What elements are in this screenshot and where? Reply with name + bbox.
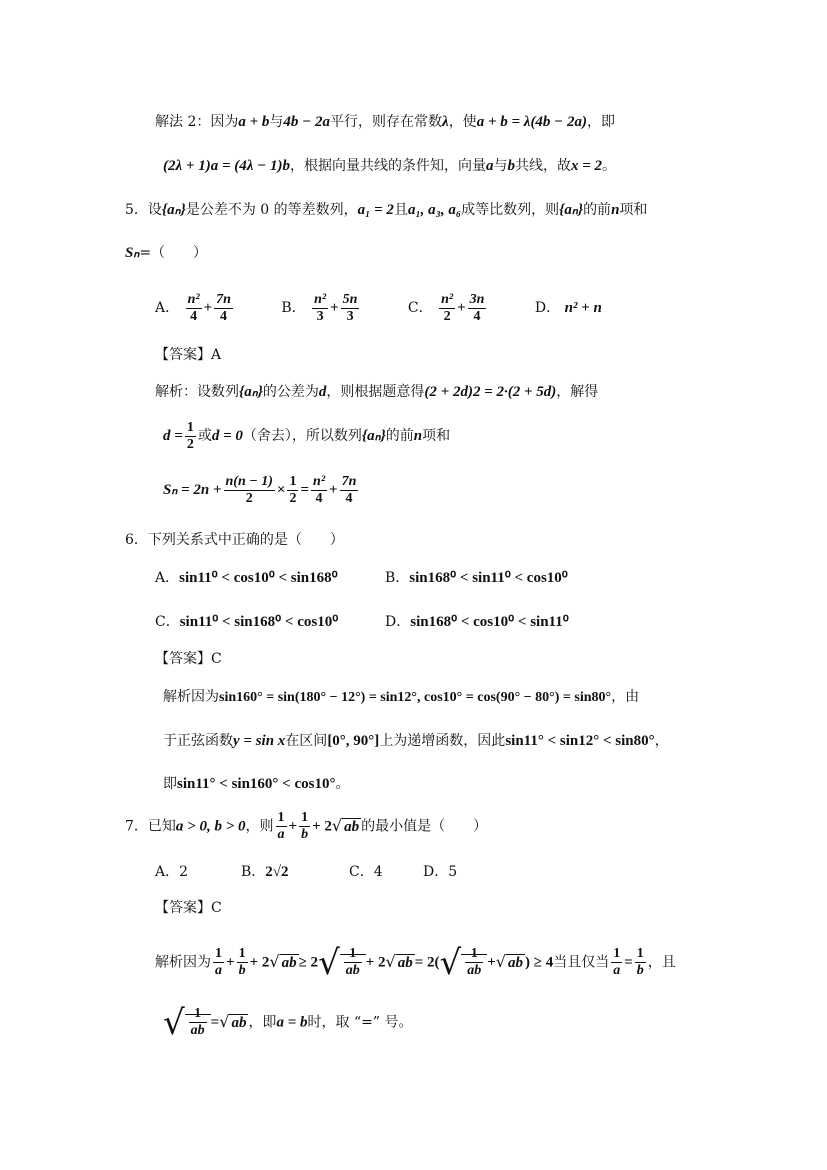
math: + — [487, 954, 496, 971]
question-7-answer — [155, 898, 222, 918]
numerator: 5n — [342, 291, 358, 307]
math: n — [413, 428, 423, 444]
numerator: n(n − 1) — [225, 473, 273, 489]
option-label: C． — [155, 614, 180, 630]
option-label: B． — [385, 570, 410, 586]
option-label: D． — [385, 614, 411, 630]
option-label: A． — [155, 300, 180, 316]
radicand: ab — [344, 819, 360, 835]
square-root: √ $\frac{1}{ab}$ — [318, 941, 366, 985]
math: + 2 — [365, 954, 386, 971]
fraction — [189, 1006, 207, 1039]
math: sin11° < sin160° < cos10° — [177, 776, 336, 792]
denominator: a — [613, 963, 621, 978]
math: 4b − 2a — [283, 114, 331, 130]
option-d — [535, 290, 602, 326]
option-c: C．4 — [349, 864, 383, 880]
numerator: n² — [313, 473, 326, 489]
question-5-answer — [155, 345, 221, 365]
math: ≥ 2 — [298, 954, 319, 971]
text: 。 — [335, 776, 350, 792]
option-a — [155, 568, 385, 588]
math: (2λ + 1)a = (4λ − 1)b — [163, 158, 290, 174]
question-6-options-row2 — [155, 612, 569, 632]
math: = 2( — [414, 954, 440, 971]
denominator: b — [301, 827, 309, 842]
math: a₁ = 2 — [357, 202, 394, 218]
text: ，则 — [245, 818, 274, 835]
fraction — [237, 946, 248, 979]
question-5-options — [155, 290, 602, 326]
option-b — [385, 568, 568, 588]
question-6-stem — [125, 530, 344, 550]
denominator: 3 — [341, 308, 360, 325]
math: + — [288, 818, 298, 835]
denominator: 2 — [289, 490, 297, 506]
fraction — [287, 474, 298, 507]
radicand: ab — [397, 955, 413, 971]
numerator: 1 — [470, 946, 478, 961]
option-label: B． — [281, 300, 306, 316]
text: ，则根据题意得 — [326, 384, 425, 400]
math: d = — [163, 428, 183, 444]
fraction — [312, 292, 328, 325]
option-d: D．5 — [423, 864, 458, 880]
option-label: D． — [534, 300, 561, 316]
math: {aₙ} — [239, 384, 263, 400]
math: a — [485, 158, 494, 174]
math: a > 0, b > 0 — [175, 818, 246, 835]
denominator: ab — [190, 1023, 205, 1038]
radicand: ab — [231, 1015, 247, 1031]
numerator: 1 — [301, 810, 309, 825]
fraction — [635, 946, 646, 979]
math: a = b — [276, 1014, 308, 1031]
fraction — [185, 420, 196, 453]
text: ，使 — [448, 114, 477, 130]
text: ， — [654, 733, 669, 749]
math: λ — [442, 114, 449, 130]
math: {aₙ} — [559, 202, 584, 218]
fraction — [344, 946, 362, 979]
text: 与 — [493, 158, 508, 174]
text: 时，取 “=” 号。 — [307, 1014, 413, 1031]
math: ) ≥ 4 — [524, 954, 554, 971]
question-5-sum-formula — [163, 472, 360, 508]
text: （舍去），所以数列 — [242, 428, 362, 444]
math: d — [318, 384, 327, 400]
square-root: √ ab — [385, 952, 413, 971]
numerator: 1 — [186, 419, 194, 435]
question-5-stem — [125, 200, 647, 220]
option-b — [241, 862, 349, 882]
fraction — [214, 292, 233, 325]
question-title: 6．下列关系式中正确的是（ ） — [125, 532, 344, 548]
math: d = 0 — [211, 428, 243, 444]
math: + — [226, 954, 235, 971]
numerator: n² — [187, 291, 200, 307]
denominator: 4 — [186, 308, 202, 325]
math: + 2 — [312, 818, 332, 835]
text: 成等比数列，则 — [461, 202, 560, 218]
fraction — [465, 946, 483, 979]
answer-label: 【答案】A — [155, 347, 222, 363]
option-label: A． — [155, 570, 180, 586]
denominator: ab — [345, 963, 360, 978]
text: 共线，故 — [514, 158, 571, 174]
denominator: b — [238, 963, 246, 978]
fraction — [224, 474, 275, 507]
question-5-analysis-line2 — [163, 418, 450, 454]
question-7-analysis-line2 — [163, 1000, 412, 1045]
question-6-analysis-line2 — [163, 731, 669, 751]
text: ，且 — [647, 954, 676, 971]
question-7-stem — [125, 808, 487, 845]
numerator: 1 — [613, 946, 621, 961]
option-d — [385, 612, 569, 632]
question-6-answer — [155, 649, 222, 669]
numerator: 1 — [349, 946, 357, 961]
text: 且 — [393, 202, 408, 218]
math: {aₙ} — [161, 202, 186, 218]
text: ，根据向量共线的条件知，向量 — [289, 158, 486, 174]
math: Sₙ — [125, 245, 140, 261]
text: 项和 — [619, 202, 648, 218]
option-b: B． $\frac{\text{n²}}{3}$ + $\frac{5n}{3}$ — [281, 291, 358, 324]
math: sin11⁰ < cos10⁰ < sin168⁰ — [179, 570, 338, 586]
square-root: √ $\frac{1}{ab}$ — [440, 941, 488, 985]
text: 。 — [602, 158, 617, 174]
square-root: √ ab — [331, 816, 360, 835]
fraction — [186, 292, 202, 325]
math: Sₙ = 2n + — [163, 482, 222, 498]
math: sin168⁰ < cos10⁰ < sin11⁰ — [410, 614, 569, 630]
text: 解析因为 — [155, 954, 211, 971]
radicand: ab — [507, 955, 523, 971]
text: ，由 — [611, 689, 640, 705]
math: n² + n — [564, 300, 602, 316]
math: = — [210, 1014, 220, 1031]
fraction — [276, 810, 287, 843]
math: + — [329, 482, 338, 498]
math: a + b — [238, 114, 270, 130]
math: y = sin x — [233, 733, 286, 749]
solution2-line2 — [163, 156, 616, 176]
answer-label: 【答案】C — [155, 651, 222, 667]
text: ，解得 — [556, 384, 599, 400]
question-5-analysis-line1 — [155, 382, 598, 402]
text: 在区间 — [285, 733, 328, 749]
fraction — [299, 810, 310, 843]
math: 2√2 — [265, 864, 289, 880]
numerator: 1 — [215, 946, 222, 961]
square-root: √ ab — [495, 952, 523, 971]
denominator: 4 — [468, 308, 487, 325]
question-7-analysis-line1 — [155, 940, 676, 985]
math: = — [624, 954, 633, 971]
text: 的前 — [385, 428, 414, 444]
question-5-stem-line2 — [125, 243, 207, 263]
math: [0°, 90°] — [327, 733, 380, 749]
fraction — [468, 292, 487, 325]
option-c — [155, 612, 385, 632]
fraction — [311, 474, 327, 507]
denominator: a — [215, 963, 222, 978]
denominator: 2 — [186, 436, 194, 452]
text: 的公差为 — [262, 384, 319, 400]
text: 即 — [163, 776, 177, 792]
text: 项和 — [422, 428, 451, 444]
math: sin11⁰ < sin168⁰ < cos10⁰ — [179, 614, 339, 630]
denominator: 4 — [340, 490, 359, 507]
numerator: 7n — [216, 291, 231, 307]
numerator: 1 — [194, 1006, 202, 1021]
text: 5．设 — [125, 202, 162, 218]
question-6-options-row1 — [155, 568, 568, 588]
denominator: 2 — [224, 490, 275, 507]
math: + 2 — [249, 954, 270, 971]
math: {aₙ} — [361, 428, 386, 444]
math: sin160° = sin(180° − 12°) = sin12°, cos10° = cos(90° − 80°) = sin80° — [219, 690, 612, 705]
fraction — [213, 946, 224, 979]
fraction — [611, 946, 622, 979]
math: sin168⁰ < sin11⁰ < cos10⁰ — [409, 570, 568, 586]
math: n — [611, 202, 620, 218]
text: 的最小值是（ ） — [361, 818, 488, 835]
math: sin11° < sin12° < sin80° — [505, 733, 655, 749]
text: 于正弦函数 — [163, 733, 233, 749]
math: a₁, a₃, a₆ — [407, 202, 462, 218]
numerator: 1 — [277, 810, 285, 825]
answer-label: 【答案】C — [155, 900, 222, 916]
denominator: 4 — [214, 308, 233, 325]
option-label: C． — [407, 300, 433, 316]
text: =（ ） — [139, 245, 208, 261]
text: 与 — [269, 114, 284, 130]
square-root: √ ab — [219, 1012, 247, 1031]
math: = — [300, 482, 310, 498]
numerator: 1 — [636, 946, 644, 961]
denominator: 4 — [311, 490, 327, 507]
denominator: b — [636, 963, 644, 978]
text: 解析：设数列 — [155, 384, 239, 400]
numerator: n² — [441, 291, 454, 307]
denominator: a — [277, 827, 285, 842]
text: 解析因为 — [163, 689, 219, 705]
math: b — [507, 158, 515, 174]
denominator: 3 — [312, 308, 328, 325]
numerator: 1 — [238, 946, 246, 961]
option-c: C． $\frac{\text{n²}}{2}$ + $\frac{3n}{4}$ — [407, 291, 485, 324]
question-7-options — [155, 862, 457, 882]
square-root: √ ab — [269, 952, 297, 971]
math: a + b = λ(4b − 2a) — [476, 114, 588, 130]
text: ，即 — [587, 114, 616, 130]
denominator: 2 — [439, 308, 455, 325]
question-6-analysis-line1 — [163, 687, 639, 708]
text: 解法 2：因为 — [155, 114, 239, 130]
numerator: n² — [314, 291, 327, 307]
math: (2 + 2d)2 = 2·(2 + 5d) — [424, 384, 557, 400]
text: 上为递增函数，因此 — [379, 733, 506, 749]
fraction — [439, 292, 455, 325]
radicand: ab — [281, 955, 297, 971]
text: 或 — [197, 428, 212, 444]
square-root: √ $\frac{1}{ab}$ — [163, 1001, 211, 1045]
denominator: ab — [467, 963, 482, 978]
option-label: B． — [241, 864, 266, 880]
numerator: 3n — [469, 291, 485, 307]
text: 是公差不为 0 的等差数列， — [185, 202, 358, 218]
option-a: A．2 — [155, 864, 189, 880]
math: x = 2 — [570, 158, 603, 174]
solution2-line1 — [155, 112, 615, 132]
fraction — [341, 292, 360, 325]
text: 的前 — [583, 202, 612, 218]
math: × — [276, 482, 286, 498]
text: 当且仅当 — [553, 954, 610, 971]
question-6-analysis-line3 — [163, 774, 349, 794]
numerator: 7n — [341, 473, 357, 489]
fraction — [340, 474, 359, 507]
numerator: 1 — [289, 473, 297, 489]
text: ，即 — [248, 1014, 277, 1031]
text: 7．已知 — [125, 818, 176, 835]
option-a: A． $\frac{\text{n²}}{4}$ + $\frac{7n}{4}$ — [155, 291, 231, 324]
text: 平行，则存在常数 — [330, 114, 443, 130]
